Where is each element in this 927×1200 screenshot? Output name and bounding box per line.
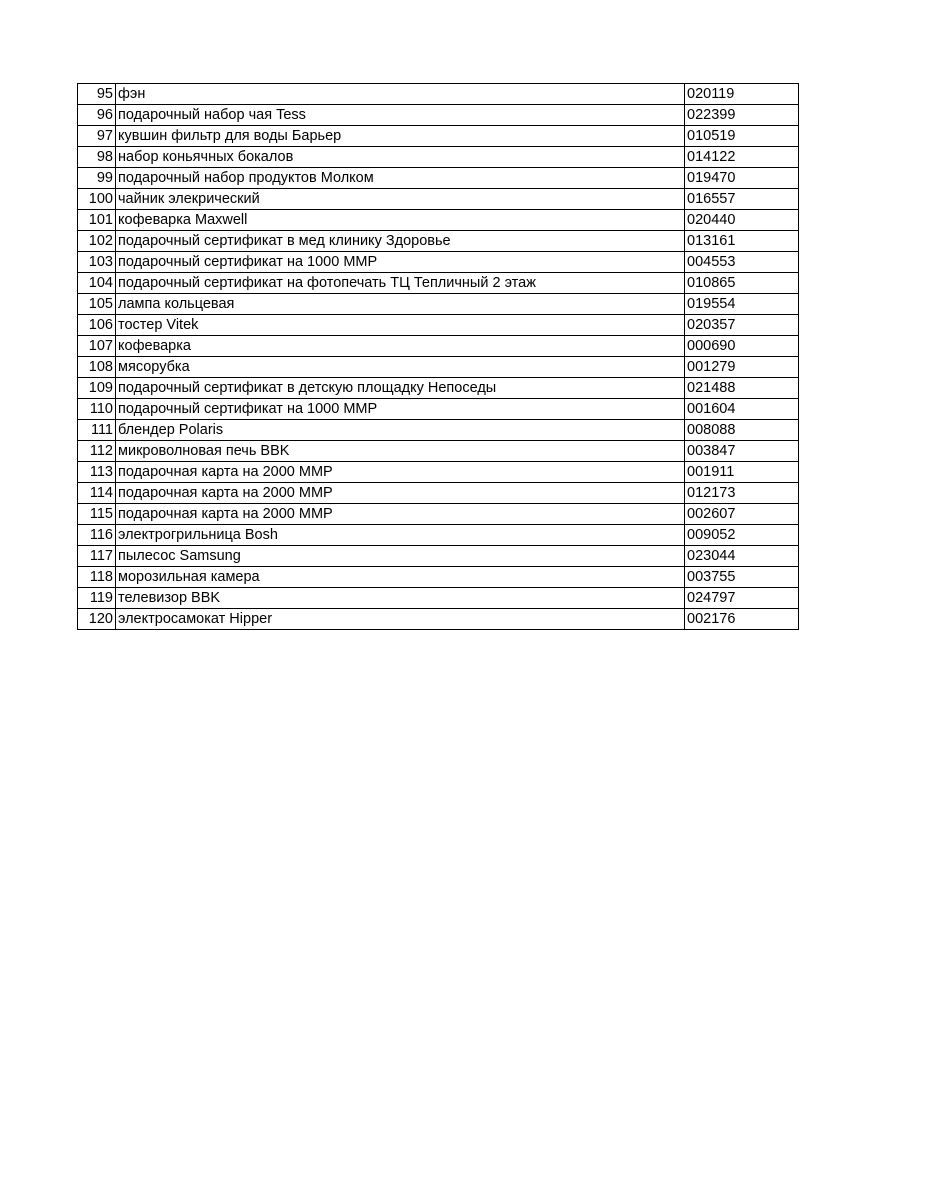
row-number-cell: 107 xyxy=(78,336,116,357)
row-number-cell: 116 xyxy=(78,525,116,546)
row-number-cell: 111 xyxy=(78,420,116,441)
row-number-cell: 108 xyxy=(78,357,116,378)
row-number-cell: 106 xyxy=(78,315,116,336)
ticket-code-cell: 001279 xyxy=(685,357,799,378)
item-name-cell: подарочная карта на 2000 ММР xyxy=(116,462,685,483)
ticket-code-cell: 020440 xyxy=(685,210,799,231)
table-row xyxy=(78,189,799,210)
ticket-code-cell: 003847 xyxy=(685,441,799,462)
row-number-cell: 110 xyxy=(78,399,116,420)
item-name-cell: пылесос Samsung xyxy=(116,546,685,567)
row-number-cell: 101 xyxy=(78,210,116,231)
row-number-cell: 109 xyxy=(78,378,116,399)
ticket-code-cell: 010519 xyxy=(685,126,799,147)
row-number-cell: 96 xyxy=(78,105,116,126)
table-row xyxy=(78,231,799,252)
table-row xyxy=(78,273,799,294)
row-number-cell: 98 xyxy=(78,147,116,168)
item-name-cell: подарочный набор продуктов Молком xyxy=(116,168,685,189)
row-number-cell: 104 xyxy=(78,273,116,294)
table-row xyxy=(78,546,799,567)
table-row xyxy=(78,105,799,126)
row-number-cell: 113 xyxy=(78,462,116,483)
ticket-code-cell: 023044 xyxy=(685,546,799,567)
table-row xyxy=(78,147,799,168)
ticket-code-cell: 019554 xyxy=(685,294,799,315)
table-row xyxy=(78,609,799,630)
table-row xyxy=(78,126,799,147)
ticket-code-cell: 009052 xyxy=(685,525,799,546)
item-name-cell: подарочная карта на 2000 ММР xyxy=(116,483,685,504)
item-name-cell: подарочный сертификат на 1000 ММР xyxy=(116,399,685,420)
item-name-cell: фэн xyxy=(116,84,685,105)
row-number-cell: 95 xyxy=(78,84,116,105)
ticket-code-cell: 000690 xyxy=(685,336,799,357)
row-number-cell: 118 xyxy=(78,567,116,588)
item-name-cell: телевизор BBK xyxy=(116,588,685,609)
item-name-cell: набор коньячных бокалов xyxy=(116,147,685,168)
table-row xyxy=(78,525,799,546)
ticket-code-cell: 004553 xyxy=(685,252,799,273)
item-name-cell: подарочный набор чая Tess xyxy=(116,105,685,126)
table-row xyxy=(78,210,799,231)
item-name-cell: подарочная карта на 2000 ММР xyxy=(116,504,685,525)
ticket-code-cell: 019470 xyxy=(685,168,799,189)
ticket-code-cell: 010865 xyxy=(685,273,799,294)
row-number-cell: 112 xyxy=(78,441,116,462)
ticket-code-cell: 003755 xyxy=(685,567,799,588)
ticket-code-cell: 024797 xyxy=(685,588,799,609)
table-row xyxy=(78,399,799,420)
table-row xyxy=(78,504,799,525)
table-row xyxy=(78,168,799,189)
item-name-cell: лампа кольцевая xyxy=(116,294,685,315)
prize-table xyxy=(77,83,799,630)
prize-table-body xyxy=(78,84,799,630)
table-row xyxy=(78,315,799,336)
ticket-code-cell: 016557 xyxy=(685,189,799,210)
ticket-code-cell: 021488 xyxy=(685,378,799,399)
item-name-cell: подарочный сертификат на 1000 ММР xyxy=(116,252,685,273)
item-name-cell: блендер Polaris xyxy=(116,420,685,441)
ticket-code-cell: 001911 xyxy=(685,462,799,483)
table-row xyxy=(78,336,799,357)
table-row xyxy=(78,441,799,462)
ticket-code-cell: 022399 xyxy=(685,105,799,126)
table-row xyxy=(78,483,799,504)
row-number-cell: 105 xyxy=(78,294,116,315)
item-name-cell: тостер Vitek xyxy=(116,315,685,336)
row-number-cell: 103 xyxy=(78,252,116,273)
row-number-cell: 117 xyxy=(78,546,116,567)
item-name-cell: кофеварка xyxy=(116,336,685,357)
table-row xyxy=(78,252,799,273)
ticket-code-cell: 020119 xyxy=(685,84,799,105)
row-number-cell: 115 xyxy=(78,504,116,525)
row-number-cell: 114 xyxy=(78,483,116,504)
row-number-cell: 120 xyxy=(78,609,116,630)
row-number-cell: 100 xyxy=(78,189,116,210)
row-number-cell: 97 xyxy=(78,126,116,147)
table-row xyxy=(78,420,799,441)
item-name-cell: чайник элекрический xyxy=(116,189,685,210)
item-name-cell: подарочный сертификат в мед клинику Здоровье xyxy=(116,231,685,252)
item-name-cell: мясорубка xyxy=(116,357,685,378)
item-name-cell: морозильная камера xyxy=(116,567,685,588)
row-number-cell: 102 xyxy=(78,231,116,252)
item-name-cell: подарочный сертификат в детскую площадку Непоседы xyxy=(116,378,685,399)
item-name-cell: микроволновая печь BBK xyxy=(116,441,685,462)
item-name-cell: электросамокат Hipper xyxy=(116,609,685,630)
ticket-code-cell: 013161 xyxy=(685,231,799,252)
ticket-code-cell: 014122 xyxy=(685,147,799,168)
table-row xyxy=(78,378,799,399)
ticket-code-cell: 001604 xyxy=(685,399,799,420)
ticket-code-cell: 020357 xyxy=(685,315,799,336)
table-row xyxy=(78,357,799,378)
item-name-cell: кувшин фильтр для воды Барьер xyxy=(116,126,685,147)
table-row xyxy=(78,567,799,588)
ticket-code-cell: 002176 xyxy=(685,609,799,630)
ticket-code-cell: 008088 xyxy=(685,420,799,441)
row-number-cell: 119 xyxy=(78,588,116,609)
item-name-cell: подарочный сертификат на фотопечать ТЦ Тепличный 2 этаж xyxy=(116,273,685,294)
item-name-cell: кофеварка Maxwell xyxy=(116,210,685,231)
item-name-cell: электрогрильница Bosh xyxy=(116,525,685,546)
table-row xyxy=(78,84,799,105)
ticket-code-cell: 002607 xyxy=(685,504,799,525)
table-row xyxy=(78,294,799,315)
table-row xyxy=(78,588,799,609)
table-row xyxy=(78,462,799,483)
ticket-code-cell: 012173 xyxy=(685,483,799,504)
row-number-cell: 99 xyxy=(78,168,116,189)
